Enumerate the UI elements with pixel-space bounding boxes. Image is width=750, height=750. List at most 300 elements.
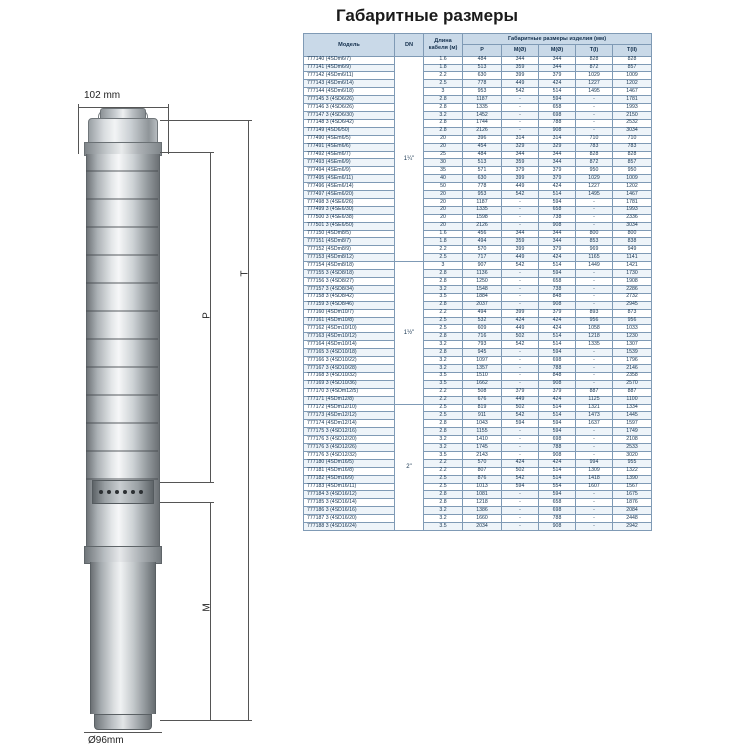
cell-t2: 1445 — [613, 412, 652, 420]
cell-t1: - — [576, 104, 613, 112]
cell-t2: 2448 — [613, 515, 652, 523]
cell-m1: - — [502, 206, 539, 214]
cell-m1: - — [502, 349, 539, 357]
cell-p: 1548 — [463, 285, 502, 293]
table-row — [304, 333, 652, 341]
table-row — [304, 309, 652, 317]
table-row — [304, 285, 652, 293]
cell-m2: 594 — [539, 349, 576, 357]
cell-m2: 658 — [539, 499, 576, 507]
table-row — [304, 507, 652, 515]
cell-t2: 857 — [613, 64, 652, 72]
cell-m1: 449 — [502, 254, 539, 262]
dim-ext-t-top — [160, 120, 252, 121]
cell-model: 777169 3 (4SD10/36) — [304, 380, 395, 388]
dim-ext-m-bottom — [160, 720, 214, 721]
cell-m2: 594 — [539, 428, 576, 436]
cell-t2: 2533 — [613, 444, 652, 452]
cell-m1: 542 — [502, 341, 539, 349]
cell-m2: 379 — [539, 309, 576, 317]
cell-p: 1097 — [463, 357, 502, 365]
table-row — [304, 325, 652, 333]
cell-cable-length: 2.5 — [424, 483, 463, 491]
pump-body-band — [86, 254, 158, 256]
cell-p: 570 — [463, 459, 502, 467]
cell-m1: - — [502, 491, 539, 499]
col-header-dims-group: Габаритные размеры изделия (мм) — [463, 34, 652, 45]
cell-cable-length: 2.8 — [424, 499, 463, 507]
cell-t2: 1993 — [613, 206, 652, 214]
cell-model: 777149 (4SD6/50) — [304, 127, 395, 135]
cell-t2: 1334 — [613, 404, 652, 412]
cell-m2: 698 — [539, 111, 576, 119]
cell-m2: 788 — [539, 444, 576, 452]
cell-model: 777501 3 (4SE6/50) — [304, 222, 395, 230]
dim-line-diameter — [84, 732, 162, 733]
cell-t2: 828 — [613, 56, 652, 64]
cell-cable-length: 20 — [424, 198, 463, 206]
cell-t2: 1597 — [613, 420, 652, 428]
cell-t2: 3034 — [613, 222, 652, 230]
cell-t2: 1307 — [613, 341, 652, 349]
dim-label-t: T — [239, 270, 251, 277]
cell-t1: - — [576, 515, 613, 523]
pump-body-band — [86, 366, 158, 368]
page-title: Габаритные размеры — [336, 6, 518, 25]
table-row — [304, 119, 652, 127]
cell-p: 571 — [463, 167, 502, 175]
table-row — [304, 143, 652, 151]
table-row — [304, 420, 652, 428]
cell-m2: 344 — [539, 151, 576, 159]
cell-t1: 1449 — [576, 262, 613, 270]
cell-t1: - — [576, 293, 613, 301]
cell-cable-length: 20 — [424, 143, 463, 151]
cell-t1: - — [576, 523, 613, 531]
table-row — [304, 349, 652, 357]
cell-p: 1660 — [463, 515, 502, 523]
cell-p: 1250 — [463, 278, 502, 286]
cell-p: 717 — [463, 254, 502, 262]
cell-t2: 828 — [613, 151, 652, 159]
cell-t1: - — [576, 428, 613, 436]
table-row — [304, 230, 652, 238]
dimensions-table — [303, 33, 652, 531]
cell-t2: 2146 — [613, 364, 652, 372]
table-row — [304, 167, 652, 175]
cell-m2: 848 — [539, 293, 576, 301]
cell-t2: 3034 — [613, 127, 652, 135]
cell-t1: - — [576, 206, 613, 214]
cell-model: 777493 (4SEm6/9) — [304, 159, 395, 167]
table-row — [304, 317, 652, 325]
cell-p: 1598 — [463, 214, 502, 222]
dim-label-diameter: Ø96mm — [88, 735, 124, 746]
cell-t1: - — [576, 349, 613, 357]
cell-m2: 738 — [539, 285, 576, 293]
cell-cable-length: 2.2 — [424, 467, 463, 475]
cell-t2: 1421 — [613, 262, 652, 270]
table-row — [304, 80, 652, 88]
cell-t1: - — [576, 444, 613, 452]
cell-t1: - — [576, 301, 613, 309]
pump-suction-ports — [92, 480, 154, 504]
cell-m2: 379 — [539, 175, 576, 183]
cell-m2: 514 — [539, 341, 576, 349]
cell-m1: 344 — [502, 151, 539, 159]
table-row — [304, 341, 652, 349]
cell-t1: - — [576, 436, 613, 444]
cell-p: 1155 — [463, 428, 502, 436]
cell-m1: - — [502, 507, 539, 515]
cell-cable-length: 2.2 — [424, 396, 463, 404]
cell-cable-length: 3.2 — [424, 364, 463, 372]
cell-p: 484 — [463, 56, 502, 64]
suction-port-dot — [139, 490, 143, 494]
cell-p: 570 — [463, 246, 502, 254]
cell-p: 456 — [463, 230, 502, 238]
cell-p: 1744 — [463, 119, 502, 127]
table-row — [304, 222, 652, 230]
cell-p: 513 — [463, 159, 502, 167]
cell-model: 777492 (4SEm6/7) — [304, 151, 395, 159]
cell-cable-length: 2.8 — [424, 491, 463, 499]
table-body — [304, 56, 652, 530]
table-row — [304, 364, 652, 372]
cell-cable-length: 25 — [424, 151, 463, 159]
cell-t2: 1876 — [613, 499, 652, 507]
col-header-model: Модель — [304, 34, 395, 57]
pump-bottom-cap — [94, 714, 152, 730]
col-header-cable-length: Длина кабеля (м) — [424, 34, 463, 57]
cell-model: 777158 3 (4SD8/42) — [304, 293, 395, 301]
cell-p: 793 — [463, 341, 502, 349]
cell-model: 777150 (4SDm8/5) — [304, 230, 395, 238]
cell-cable-length: 2.8 — [424, 104, 463, 112]
cell-t2: 955 — [613, 459, 652, 467]
cell-cable-length: 2.8 — [424, 420, 463, 428]
cell-p: 1410 — [463, 436, 502, 444]
cell-p: 532 — [463, 317, 502, 325]
cell-cable-length: 3.5 — [424, 523, 463, 531]
table-row — [304, 301, 652, 309]
cell-t1: - — [576, 451, 613, 459]
cell-m2: 848 — [539, 372, 576, 380]
suction-port-dot — [99, 490, 103, 494]
table-row — [304, 523, 652, 531]
cell-m2: 514 — [539, 404, 576, 412]
cell-m1: - — [502, 372, 539, 380]
cell-m1: - — [502, 222, 539, 230]
cell-model: 777144 (4SDm6/18) — [304, 88, 395, 96]
cell-m1: - — [502, 499, 539, 507]
cell-t2: 857 — [613, 159, 652, 167]
cell-m2: 698 — [539, 436, 576, 444]
table-row — [304, 412, 652, 420]
cell-cable-length: 2.8 — [424, 333, 463, 341]
cell-cable-length: 3.5 — [424, 380, 463, 388]
cell-m2: 424 — [539, 80, 576, 88]
cell-cable-length: 2.5 — [424, 325, 463, 333]
cell-p: 819 — [463, 404, 502, 412]
cell-m1: - — [502, 293, 539, 301]
cell-p: 876 — [463, 475, 502, 483]
cell-m1: 399 — [502, 309, 539, 317]
cell-model: 777500 3 (4SE6/38) — [304, 214, 395, 222]
cell-cable-length: 2.8 — [424, 96, 463, 104]
cell-t2: 2084 — [613, 507, 652, 515]
pump-technical-drawing — [0, 0, 300, 750]
cell-m2: 424 — [539, 459, 576, 467]
cell-model: 777165 3 (4SD10/18) — [304, 349, 395, 357]
cell-m2: 329 — [539, 143, 576, 151]
cell-t1: - — [576, 270, 613, 278]
cell-t1: 1418 — [576, 475, 613, 483]
cell-m1: - — [502, 285, 539, 293]
dim-label-p: P — [201, 312, 213, 319]
cell-dn-group: 1½" — [395, 262, 424, 404]
cell-cable-length: 40 — [424, 175, 463, 183]
cell-model: 777171 (4SDm12/8) — [304, 396, 395, 404]
cell-cable-length: 3.2 — [424, 507, 463, 515]
cell-m1: 502 — [502, 467, 539, 475]
cell-t1: 1495 — [576, 191, 613, 199]
cell-m1: - — [502, 380, 539, 388]
table-row — [304, 246, 652, 254]
cell-model: 777173 (4SDm12/12) — [304, 412, 395, 420]
cell-m1: 594 — [502, 420, 539, 428]
cell-m1: - — [502, 436, 539, 444]
cell-t1: - — [576, 127, 613, 135]
col-header-p: P — [463, 45, 502, 56]
pump-body-band — [86, 198, 158, 200]
cell-m2: 698 — [539, 357, 576, 365]
cell-t2: 3020 — [613, 451, 652, 459]
cell-t2: 783 — [613, 143, 652, 151]
table-row — [304, 436, 652, 444]
cell-m2: 379 — [539, 167, 576, 175]
cell-m1: - — [502, 111, 539, 119]
cell-m2: 514 — [539, 467, 576, 475]
cell-cable-length: 2.8 — [424, 428, 463, 436]
cell-t1: 853 — [576, 238, 613, 246]
cell-m1: 314 — [502, 135, 539, 143]
suction-port-dot — [131, 490, 135, 494]
cell-cable-length: 2.8 — [424, 270, 463, 278]
dim-ext-p-top — [160, 152, 214, 153]
cell-m2: 344 — [539, 56, 576, 64]
table-row — [304, 293, 652, 301]
suction-port-dot — [107, 490, 111, 494]
table-row — [304, 135, 652, 143]
cell-model: 777176 3 (4SD12/32) — [304, 451, 395, 459]
cell-model: 777491 (4SEm6/6) — [304, 143, 395, 151]
cell-m1: - — [502, 104, 539, 112]
cell-m2: 698 — [539, 507, 576, 515]
cell-cable-length: 20 — [424, 191, 463, 199]
cell-t2: 950 — [613, 167, 652, 175]
cell-t1: - — [576, 364, 613, 372]
cell-m1: - — [502, 301, 539, 309]
cell-m2: 379 — [539, 72, 576, 80]
cell-cable-length: 1.8 — [424, 238, 463, 246]
table-row — [304, 278, 652, 286]
cell-p: 778 — [463, 80, 502, 88]
col-header-m1: M(Ø) — [502, 45, 539, 56]
cell-t2: 956 — [613, 317, 652, 325]
table-header-row-1 — [304, 34, 652, 45]
cell-t2: 1539 — [613, 349, 652, 357]
cell-p: 778 — [463, 183, 502, 191]
cell-cable-length: 20 — [424, 135, 463, 143]
table-row — [304, 372, 652, 380]
table-row — [304, 64, 652, 72]
cell-m2: 594 — [539, 420, 576, 428]
cell-cable-length: 3.2 — [424, 444, 463, 452]
cell-p: 945 — [463, 349, 502, 357]
cell-model: 777145 3 (4SD6/26) — [304, 96, 395, 104]
cell-p: 953 — [463, 191, 502, 199]
cell-cable-length: 3.2 — [424, 357, 463, 365]
cell-t2: 838 — [613, 238, 652, 246]
cell-t2: 1730 — [613, 270, 652, 278]
cell-p: 716 — [463, 333, 502, 341]
cell-t2: 873 — [613, 309, 652, 317]
table-row — [304, 104, 652, 112]
cell-model: 777170 3 (4SDm12/5) — [304, 388, 395, 396]
cell-t2: 1796 — [613, 357, 652, 365]
cell-m1: 449 — [502, 325, 539, 333]
cell-m2: 594 — [539, 270, 576, 278]
table-row — [304, 214, 652, 222]
cell-model: 777176 3 (4SD12/26) — [304, 444, 395, 452]
table-head — [304, 34, 652, 57]
cell-t1: - — [576, 357, 613, 365]
pump-body-band — [86, 338, 158, 340]
cell-m1: 379 — [502, 388, 539, 396]
cell-p: 1662 — [463, 380, 502, 388]
cell-t1: - — [576, 111, 613, 119]
cell-model: 777161 (4SDm10/8) — [304, 317, 395, 325]
table-row — [304, 483, 652, 491]
pump-motor-body — [90, 562, 156, 714]
cell-t1: - — [576, 507, 613, 515]
col-header-m2: M(Ø) — [539, 45, 576, 56]
cell-cable-length: 3.5 — [424, 451, 463, 459]
cell-t1: - — [576, 380, 613, 388]
cell-m2: 788 — [539, 119, 576, 127]
cell-cable-length: 3.2 — [424, 341, 463, 349]
cell-t2: 1009 — [613, 175, 652, 183]
cell-p: 1335 — [463, 104, 502, 112]
table-row — [304, 459, 652, 467]
cell-m1: - — [502, 444, 539, 452]
cell-t1: - — [576, 96, 613, 104]
cell-model: 777181 (4SDm16/8) — [304, 467, 395, 475]
table-row — [304, 475, 652, 483]
cell-m2: 594 — [539, 491, 576, 499]
cell-p: 2126 — [463, 222, 502, 230]
cell-m1: - — [502, 451, 539, 459]
cell-t2: 2532 — [613, 119, 652, 127]
cell-m2: 344 — [539, 159, 576, 167]
cell-m1: 542 — [502, 88, 539, 96]
cell-model: 777184 3 (4SD16/12) — [304, 491, 395, 499]
cell-t1: 1029 — [576, 175, 613, 183]
cell-t2: 1675 — [613, 491, 652, 499]
dim-label-width-top: 102 mm — [84, 90, 121, 101]
cell-cable-length: 2.2 — [424, 459, 463, 467]
cell-p: 396 — [463, 135, 502, 143]
cell-model: 777146 3 (4SD6/26) — [304, 104, 395, 112]
table-row — [304, 56, 652, 64]
cell-m2: 554 — [539, 483, 576, 491]
cell-m1: - — [502, 270, 539, 278]
cell-m2: 594 — [539, 198, 576, 206]
pump-body-band — [86, 422, 158, 424]
cell-m1: - — [502, 127, 539, 135]
cell-t1: - — [576, 198, 613, 206]
cell-t1: - — [576, 222, 613, 230]
cell-p: 1136 — [463, 270, 502, 278]
cell-m1: 542 — [502, 191, 539, 199]
dimensions-table-container — [303, 33, 747, 531]
cell-t2: 2732 — [613, 293, 652, 301]
cell-t2: 2358 — [613, 372, 652, 380]
cell-m2: 908 — [539, 380, 576, 388]
cell-model: 777153 (4SDm8/12) — [304, 254, 395, 262]
cell-model: 777180 (4SDm16/5) — [304, 459, 395, 467]
cell-m2: 594 — [539, 96, 576, 104]
cell-cable-length: 3.2 — [424, 111, 463, 119]
cell-t1: 1165 — [576, 254, 613, 262]
cell-t1: - — [576, 499, 613, 507]
cell-p: 513 — [463, 64, 502, 72]
cell-t2: 1781 — [613, 198, 652, 206]
table-row — [304, 515, 652, 523]
cell-p: 1510 — [463, 372, 502, 380]
table-row — [304, 380, 652, 388]
cell-p: 911 — [463, 412, 502, 420]
cell-model: 777499 3 (4SE6/30) — [304, 206, 395, 214]
table-row — [304, 357, 652, 365]
cell-t1: 1029 — [576, 72, 613, 80]
cell-cable-length: 2.2 — [424, 246, 463, 254]
cell-m2: 379 — [539, 246, 576, 254]
cell-m2: 658 — [539, 278, 576, 286]
cell-m1: 359 — [502, 64, 539, 72]
cell-p: 508 — [463, 388, 502, 396]
table-row — [304, 396, 652, 404]
cell-cable-length: 3.2 — [424, 285, 463, 293]
cell-m1: - — [502, 278, 539, 286]
col-header-t2: T(II) — [613, 45, 652, 56]
table-row — [304, 198, 652, 206]
cell-m2: 344 — [539, 230, 576, 238]
cell-t1: 1227 — [576, 183, 613, 191]
suction-port-dot — [123, 490, 127, 494]
cell-model: 777159 3 (4SD8/46) — [304, 301, 395, 309]
cell-model: 777151 (4SDm8/7) — [304, 238, 395, 246]
cell-t2: 1467 — [613, 88, 652, 96]
cell-model: 777497 (4SEm6/20) — [304, 191, 395, 199]
cell-cable-length: 2.2 — [424, 388, 463, 396]
cell-t1: 1607 — [576, 483, 613, 491]
cell-cable-length: 3 — [424, 88, 463, 96]
pump-body-band — [86, 450, 158, 452]
cell-t1: 710 — [576, 135, 613, 143]
cell-cable-length: 3 — [424, 262, 463, 270]
